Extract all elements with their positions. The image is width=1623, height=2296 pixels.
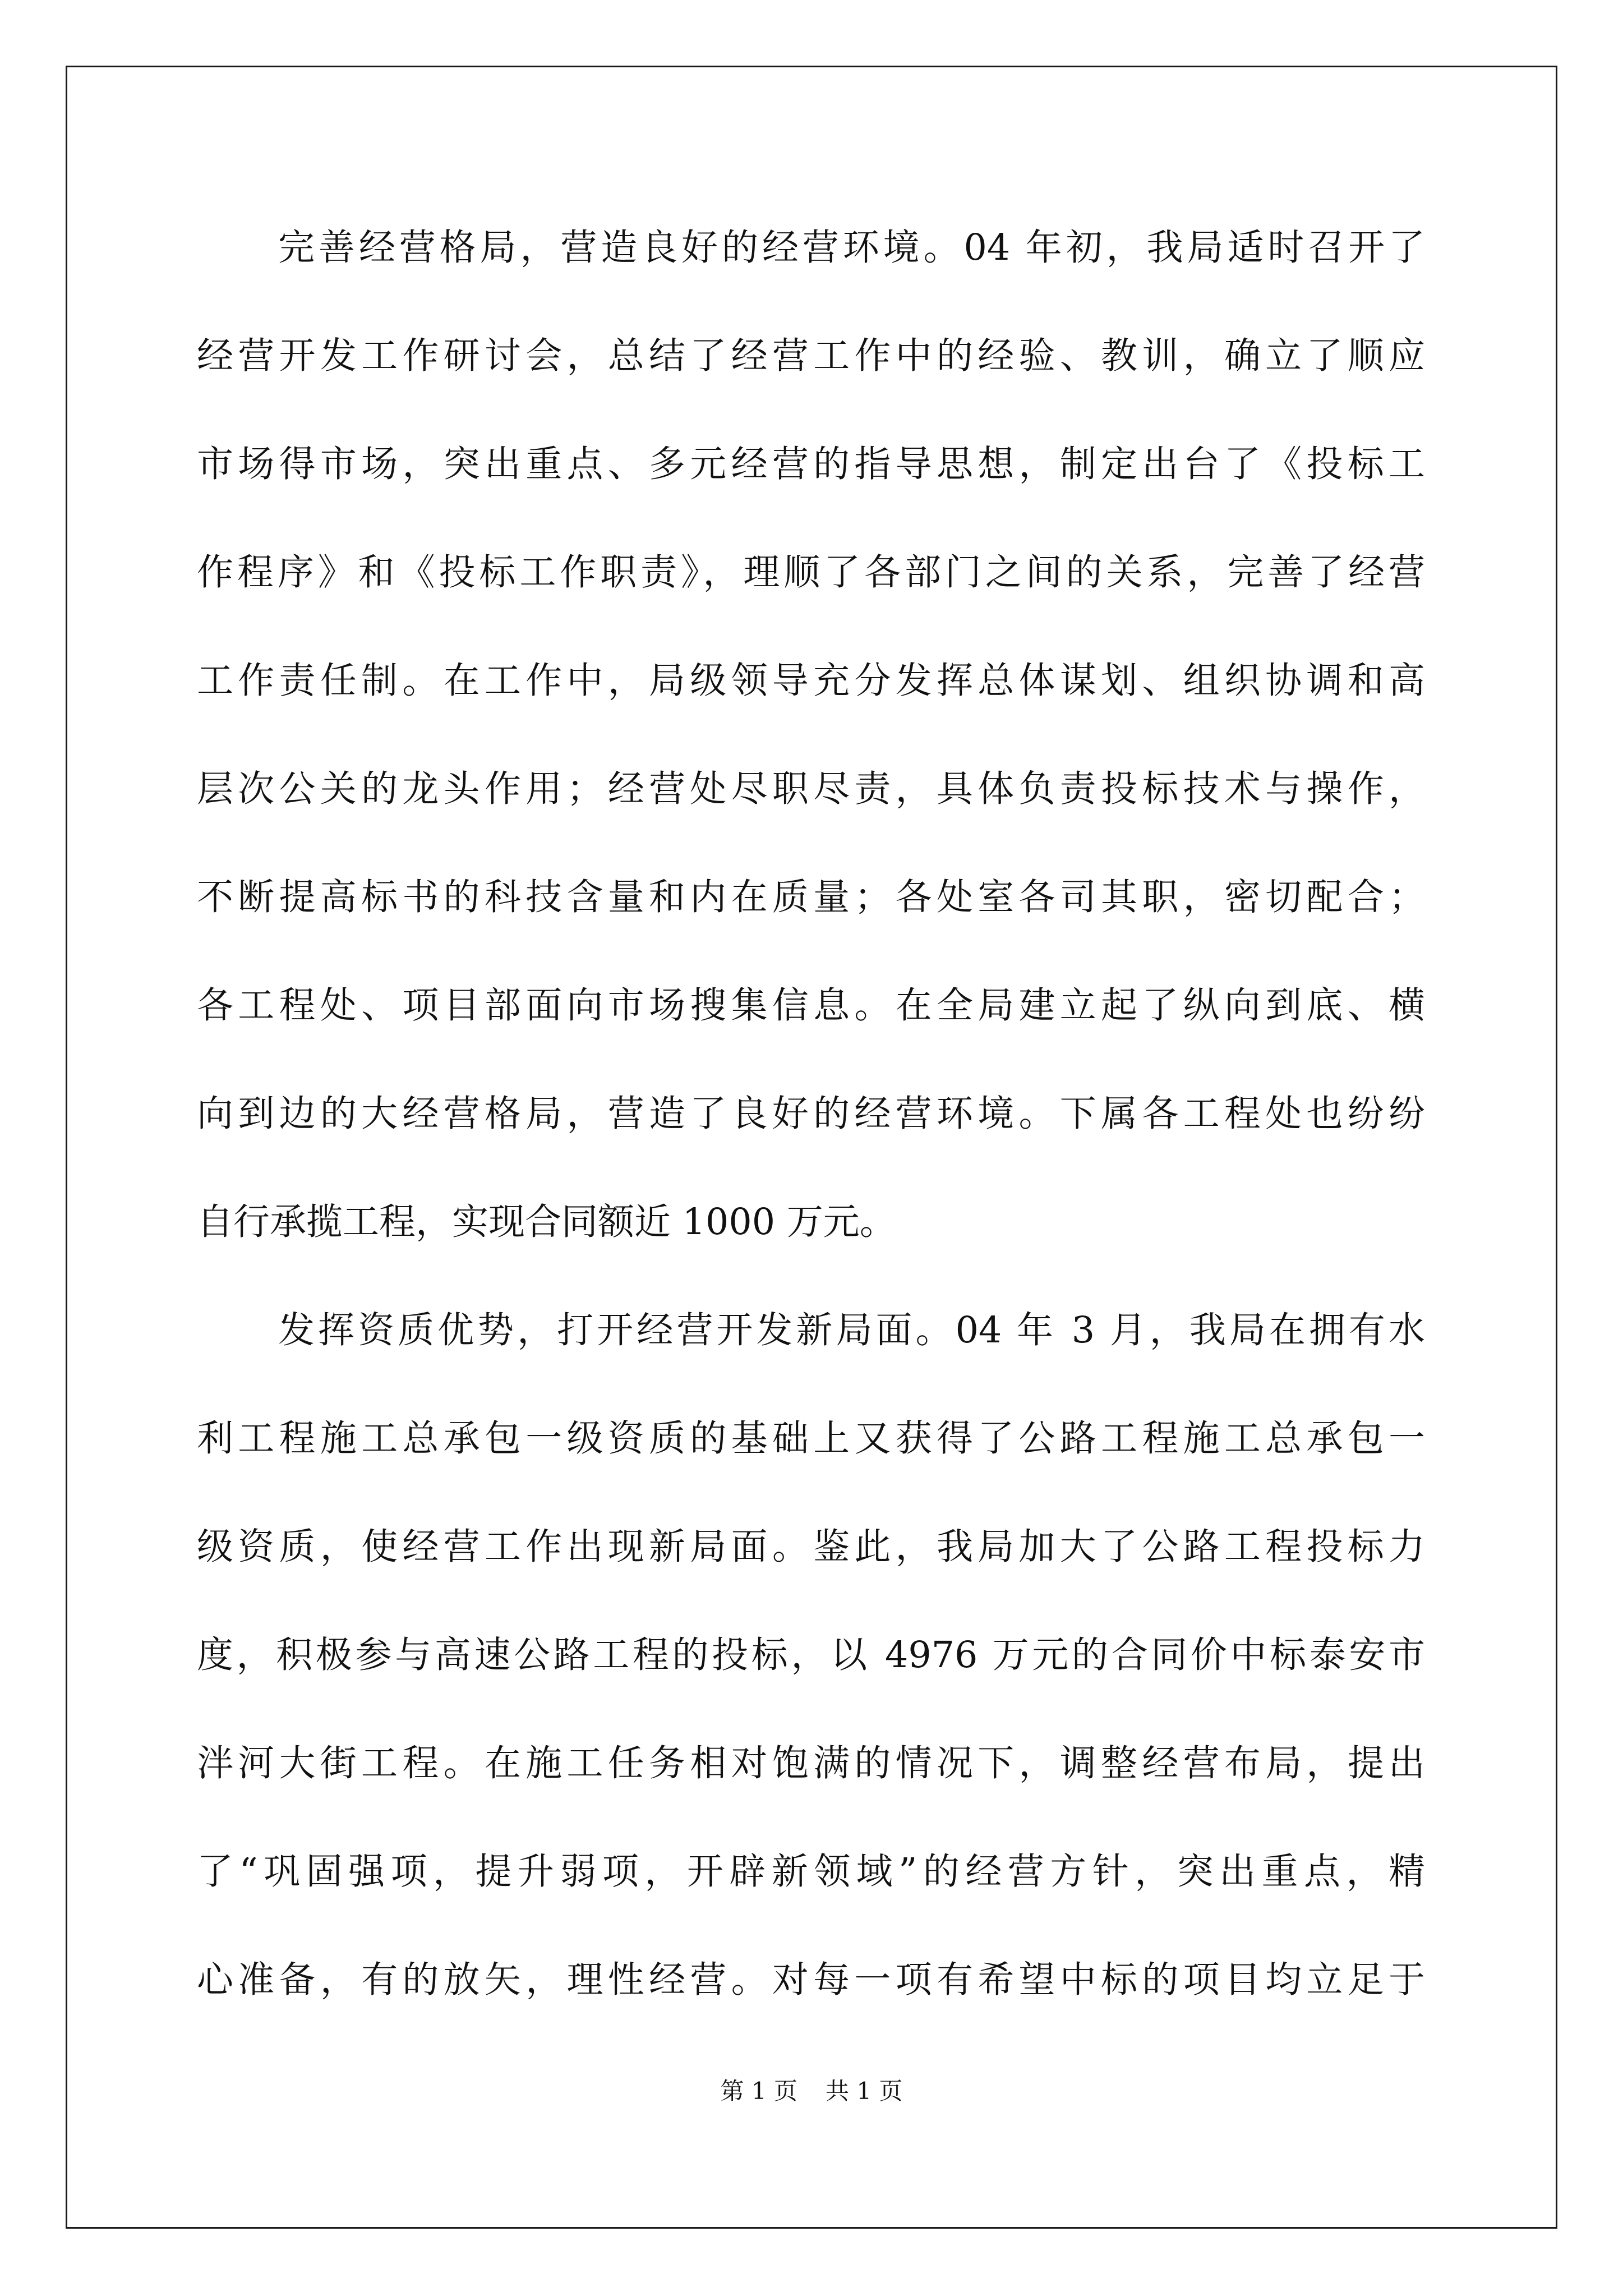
paragraph-2-line-5: 泮河大街工程。在施工任务相对饱满的情况下，调整经营布局，提出 <box>197 1742 1425 1784</box>
page-total: 共 1 页 <box>826 2077 903 2105</box>
paragraph-1-line-6: 层次公关的龙头作用；经营处尽职尽责，具体负责投标技术与操作， <box>197 768 1425 810</box>
document-body <box>197 194 1425 2034</box>
paragraph-1-line-9: 向到边的大经营格局，营造了良好的经营环境。下属各工程处也纷纷 <box>197 1093 1425 1135</box>
paragraph-2-line-1: 发挥资质优势，打开经营开发新局面。04 年 3 月，我局在拥有水 <box>278 1309 1425 1351</box>
paragraph-1-line-7: 不断提高标书的科技含量和内在质量；各处室各司其职，密切配合； <box>197 876 1425 918</box>
paragraph-1-line-1: 完善经营格局，营造良好的经营环境。04 年初，我局适时召开了 <box>278 227 1425 269</box>
paragraph-2-line-6: 了“巩固强项，提升弱项，开辟新领域”的经营方针，突出重点，精 <box>197 1851 1425 1893</box>
paragraph-1-line-5: 工作责任制。在工作中，局级领导充分发挥总体谋划、组织协调和高 <box>197 660 1425 702</box>
paragraph-1-line-3: 市场得市场，突出重点、多元经营的指导思想，制定出台了《投标工 <box>197 443 1425 485</box>
paragraph-2-line-4: 度，积极参与高速公路工程的投标，以 4976 万元的合同价中标泰安市 <box>197 1634 1425 1676</box>
page-number: 第 1 页 <box>720 2077 797 2105</box>
paragraph-2-line-2: 利工程施工总承包一级资质的基础上又获得了公路工程施工总承包一 <box>197 1418 1425 1460</box>
paragraph-2-line-3: 级资质，使经营工作出现新局面。鉴此，我局加大了公路工程投标力 <box>197 1526 1425 1568</box>
paragraph-1-line-8: 各工程处、项目部面向市场搜集信息。在全局建立起了纵向到底、横 <box>197 984 1425 1027</box>
paragraph-2-line-7: 心准备，有的放矢，理性经营。对每一项有希望中标的项目均立足于 <box>197 1959 1425 2001</box>
page-footer <box>0 2076 1623 2107</box>
paragraph-1-line-4: 作程序》和《投标工作职责》，理顺了各部门之间的关系，完善了经营 <box>197 551 1425 593</box>
paragraph-1-line-10: 自行承揽工程，实现合同额近 1000 万元。 <box>197 1201 896 1243</box>
paragraph-1-line-2: 经营开发工作研讨会，总结了经营工作中的经验、教训，确立了顺应 <box>197 335 1425 377</box>
